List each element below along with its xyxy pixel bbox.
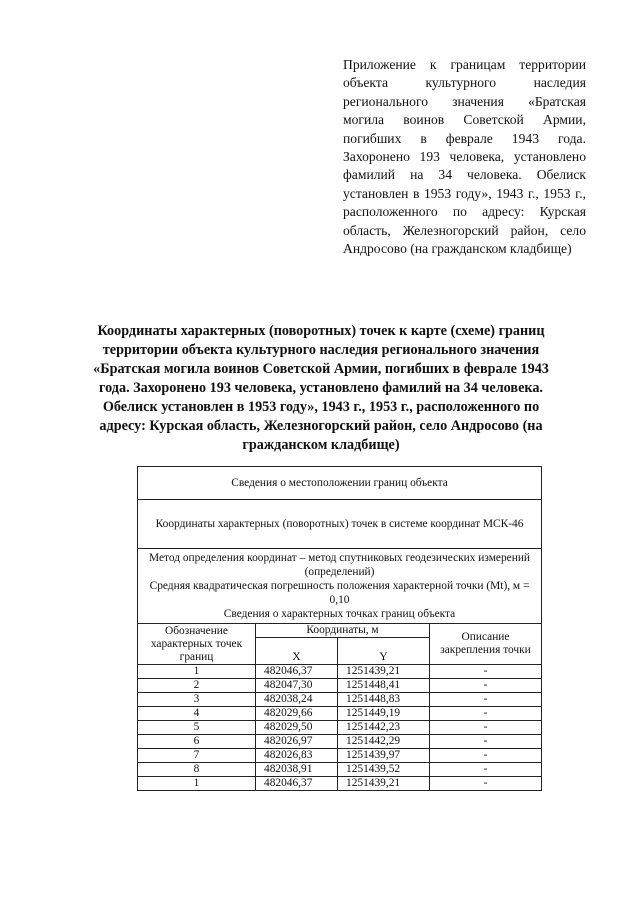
y-cell: 1251442,23 [338,721,430,735]
y-cell: 1251442,29 [338,735,430,749]
table-row [138,707,542,721]
method-cell [138,549,542,624]
y-cell: 1251439,21 [338,665,430,679]
x-cell: 482046,37 [256,777,338,791]
y-cell: 1251449,19 [338,707,430,721]
y-cell: 1251448,83 [338,693,430,707]
x-cell: 482026,97 [256,735,338,749]
point-cell: 1 [138,777,256,791]
col-y-header: Y [338,638,430,665]
point-cell: 8 [138,763,256,777]
points-title: Сведения о характерных точках границ объекта [223,608,456,620]
description-cell: - [430,721,542,735]
y-cell: 1251439,52 [338,763,430,777]
method-label: Метод определения координат – метод спутниковых геодезических измерений (определений) [148,552,531,578]
x-cell: 482038,24 [256,693,338,707]
y-cell: 1251448,41 [338,679,430,693]
point-cell: 1 [138,665,256,679]
document-heading: Координаты характерных (поворотных) точек к карте (схеме) границ территории объекта культурного наследия регионального значения «Братская могила воинов Советской Армии, погибших в феврале 1943 года. Захоронено 193 человека, установлено фамилий на 34 человека. Обелиск установлен в 1953 году», 1943 г., 1953 г., расположенного по адресу: Курская область, Железногорский район, село Андросово (на гражданском кладбище) [93,323,549,453]
col-description-header: Описание закрепления точки [430,624,542,665]
x-cell: 482038,91 [256,763,338,777]
y-cell: 1251439,21 [338,777,430,791]
table-row [138,749,542,763]
col-coordinates-header: Координаты, м [256,624,430,638]
description-cell: - [430,665,542,679]
point-cell: 7 [138,749,256,763]
coordinate-system-label: Координаты характерных (поворотных) точек в системе координат МСК-46 [138,500,542,549]
accuracy-label: Средняя квадратическая погрешность положения характерной точки (Mt), м = 0,10 [149,580,530,606]
appendix-note: Приложение к границам территории объекта культурного наследия регионального значения «Братская могила воинов Советской Армии, погибших в феврале 1943 года. Захоронено 193 человека, установлено фамилий на 34 человека. Обелиск установлен в 1953 году», 1943 г., 1953 г., расположенного по адресу: Курская область, Железногорский район, село Андросово (на гражданском кладбище) [343,57,586,257]
point-cell: 2 [138,679,256,693]
description-cell: - [430,777,542,791]
table-system-row [138,500,542,549]
description-cell: - [430,679,542,693]
section-title: Сведения о местоположении границ объекта [138,467,542,500]
table-method-row [138,549,542,624]
table-row [138,679,542,693]
point-cell: 6 [138,735,256,749]
point-cell: 4 [138,707,256,721]
table-row [138,665,542,679]
description-cell: - [430,707,542,721]
x-cell: 482046,37 [256,665,338,679]
table-section-row [138,467,542,500]
point-cell: 3 [138,693,256,707]
table-row [138,693,542,707]
table-row [138,721,542,735]
point-cell: 5 [138,721,256,735]
y-cell: 1251439,97 [338,749,430,763]
col-x-header: X [256,638,338,665]
x-cell: 482029,66 [256,707,338,721]
description-cell: - [430,749,542,763]
coordinates-table [137,466,542,791]
table-row [138,777,542,791]
x-cell: 482026,83 [256,749,338,763]
description-cell: - [430,693,542,707]
description-cell: - [430,763,542,777]
x-cell: 482029,50 [256,721,338,735]
table-header-row [138,624,542,638]
x-cell: 482047,30 [256,679,338,693]
col-designation-header: Обозначение характерных точек границ [138,624,256,665]
table-row [138,763,542,777]
table-row [138,735,542,749]
description-cell: - [430,735,542,749]
